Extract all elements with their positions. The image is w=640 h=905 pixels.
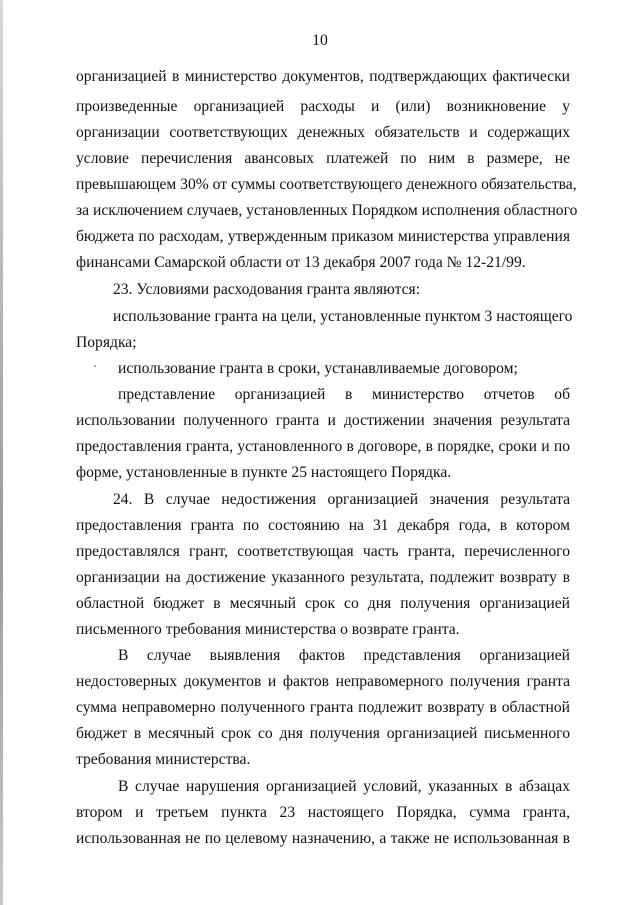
text-line: В случае выявления фактов представления организацией — [118, 647, 570, 664]
text-line: форме, установленные в пункте 25 настоящего Порядка. — [76, 464, 452, 481]
text-line: Порядка; — [76, 334, 137, 351]
text-line: предоставления гранта по состоянию на 31 декабря года, в котором — [76, 517, 570, 534]
text-line: организацией в министерство документов, подтверждающих фактически — [76, 68, 570, 85]
text-line: использованная не по целевому назначению, а также не использованная в — [76, 830, 570, 847]
text-line: организации на достижение указанного результата, подлежит возврату в — [76, 569, 570, 586]
text-line: использование гранта на цели, установленные пунктом 3 настоящего — [113, 308, 573, 325]
text-line: бюджет в месячный срок со дня получения организацией письменного — [76, 725, 570, 742]
text-line: предоставлялся грант, соответствующая часть гранта, перечисленного — [76, 543, 570, 560]
section-heading-23: 23. Условиями расходования гранта являются: — [113, 281, 421, 298]
text-line: произведенные организацией расходы и (или) возникновение у — [76, 98, 570, 115]
scan-edge — [0, 0, 3, 905]
text-line: бюджета по расходам, утвержденным приказом министерства управления — [76, 228, 570, 245]
text-line: превышающем 30% от суммы соответствующего денежного обязательства, — [76, 176, 577, 193]
page-number: 10 — [312, 32, 328, 49]
text-line: представление организацией в министерство отчетов об — [118, 386, 570, 403]
text-line: письменного требования министерства о возврате гранта. — [76, 621, 460, 638]
text-line: организации соответствующих денежных обязательств и содержащих — [76, 124, 570, 141]
text-line: использовании полученного гранта и достижении значения результата — [76, 412, 570, 429]
text-line: требования министерства. — [76, 751, 251, 768]
scan-speck — [94, 365, 96, 367]
text-line: сумма неправомерно полученного гранта подлежит возврату в областной — [76, 699, 570, 716]
section-heading-24: 24. В случае недостижения организацией значения результата — [113, 491, 570, 508]
text-line: областной бюджет в месячный срок со дня получения организацией — [76, 595, 570, 612]
text-line: втором и третьем пункта 23 настоящего Порядка, сумма гранта, — [76, 804, 570, 821]
text-line: недостоверных документов и фактов неправомерного получения гранта — [76, 673, 570, 690]
text-line: использование гранта в сроки, устанавливаемые договором; — [118, 360, 518, 377]
text-line: В случае нарушения организацией условий, указанных в абзацах — [118, 778, 570, 795]
text-line: предоставления гранта, установленного в договоре, в порядке, сроки и по — [76, 438, 570, 455]
text-line: финансами Самарской области от 13 декабря 2007 года № 12-21/99. — [76, 254, 526, 271]
text-line: условие перечисления авансовых платежей по ним в размере, не — [76, 150, 570, 167]
text-line: за исключением случаев, установленных Порядком исполнения областного — [76, 202, 578, 219]
